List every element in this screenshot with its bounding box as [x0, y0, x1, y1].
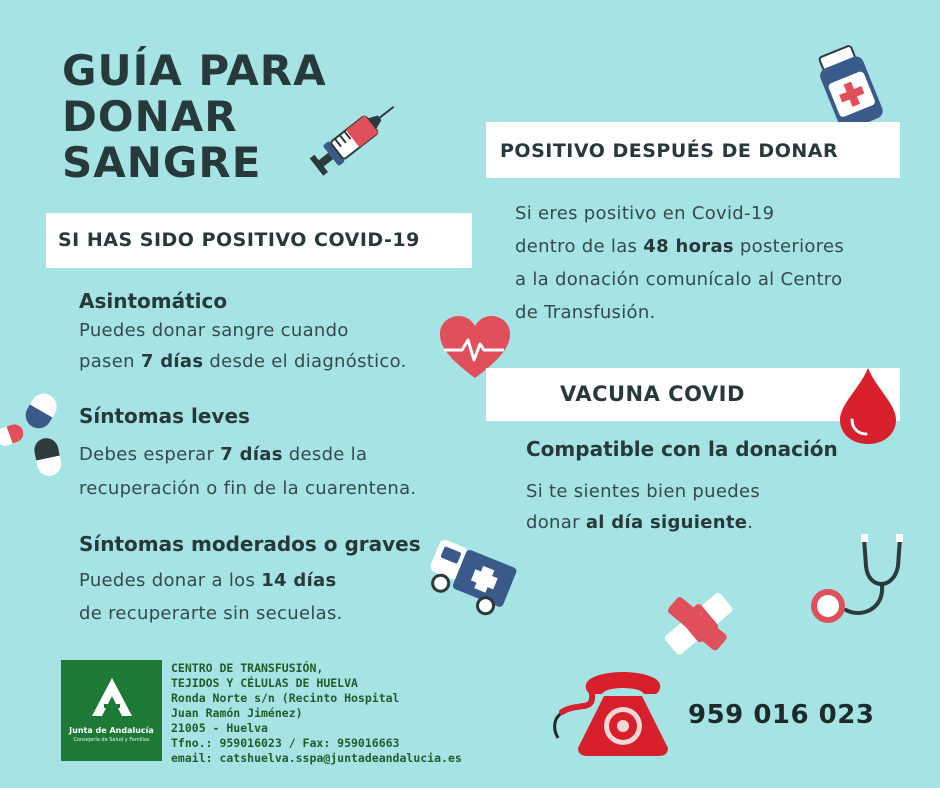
- contact-line-2: TEJIDOS Y CÉLULAS DE HUELVA: [171, 676, 358, 690]
- section-box-positivo-covid: SI HAS SIDO POSITIVO COVID-19: [46, 213, 472, 268]
- contact-line-4: Juan Ramón Jiménez): [171, 706, 303, 720]
- syringe-icon: [298, 86, 402, 178]
- pills-icon: [0, 392, 72, 482]
- asintomatico-line-1: Puedes donar sangre cuando: [79, 320, 349, 341]
- title-line-1: GUÍA PARA: [62, 46, 327, 95]
- blood-drop-icon: [838, 366, 898, 446]
- positivo-line-1: Si eres positivo en Covid-19: [515, 203, 775, 224]
- asintomatico-line-2: pasen 7 días desde el diagnóstico.: [79, 351, 407, 372]
- graves-text: [79, 564, 343, 630]
- phone-number: 959 016 023: [688, 700, 875, 730]
- section-box-positivo-despues: POSITIVO DESPUÉS DE DONAR: [486, 122, 900, 178]
- title-line-3: SANGRE: [62, 138, 262, 187]
- title-line-2: DONAR: [62, 92, 238, 141]
- vacuna-line-1: Si te sientes bien puedes: [526, 481, 761, 502]
- positivo-line-3: a la donación comunícalo al Centro: [515, 269, 843, 290]
- graves-line-1: Puedes donar a los 14 días: [79, 570, 337, 591]
- leves-line-1: Debes esperar 7 días desde la: [79, 444, 368, 465]
- contact-line-3: Ronda Norte s/n (Recinto Hospital: [171, 691, 400, 705]
- vacuna-line-2: donar al día siguiente.: [526, 512, 754, 533]
- positivo-text: [515, 197, 844, 329]
- page-title: [62, 48, 327, 186]
- stethoscope-icon: [806, 532, 912, 628]
- leves-text: [79, 438, 416, 506]
- logo-a-mark: [88, 676, 136, 718]
- contact-line-6: Tfno.: 959016023 / Fax: 959016663: [171, 736, 400, 750]
- heading-sintomas-graves: Síntomas moderados o graves: [79, 532, 421, 556]
- heading-asintomatico: Asintomático: [79, 289, 228, 313]
- contact-line-1: CENTRO DE TRANSFUSIÓN,: [171, 661, 324, 675]
- asintomatico-text: [79, 315, 407, 377]
- vacuna-text: [526, 476, 760, 538]
- logo-subtitle: Consejería de Salud y Familias: [73, 737, 150, 743]
- telephone-icon: [548, 672, 678, 758]
- heading-compatible: Compatible con la donación: [526, 437, 838, 461]
- contact-line-5: 21005 - Huelva: [171, 721, 268, 735]
- positivo-line-2: dentro de las 48 horas posteriores: [515, 236, 845, 257]
- contact-line-7: email: catshuelva.sspa@juntadeandalucia.es: [171, 751, 462, 765]
- graves-line-2: de recuperarte sin secuelas.: [79, 603, 343, 624]
- heading-sintomas-leves: Síntomas leves: [79, 404, 250, 428]
- positivo-line-4: de Transfusión.: [515, 302, 656, 323]
- section-box-vacuna: VACUNA COVID: [486, 368, 900, 421]
- contact-block: [171, 661, 462, 766]
- bandage-icon: [660, 588, 736, 658]
- ambulance-icon: [422, 540, 518, 620]
- junta-andalucia-logo: [61, 660, 162, 761]
- leves-line-2: recuperación o fin de la cuarentena.: [79, 478, 417, 499]
- logo-name: Junta de Andalucía: [69, 726, 154, 735]
- medicine-bottle-icon: [810, 40, 892, 134]
